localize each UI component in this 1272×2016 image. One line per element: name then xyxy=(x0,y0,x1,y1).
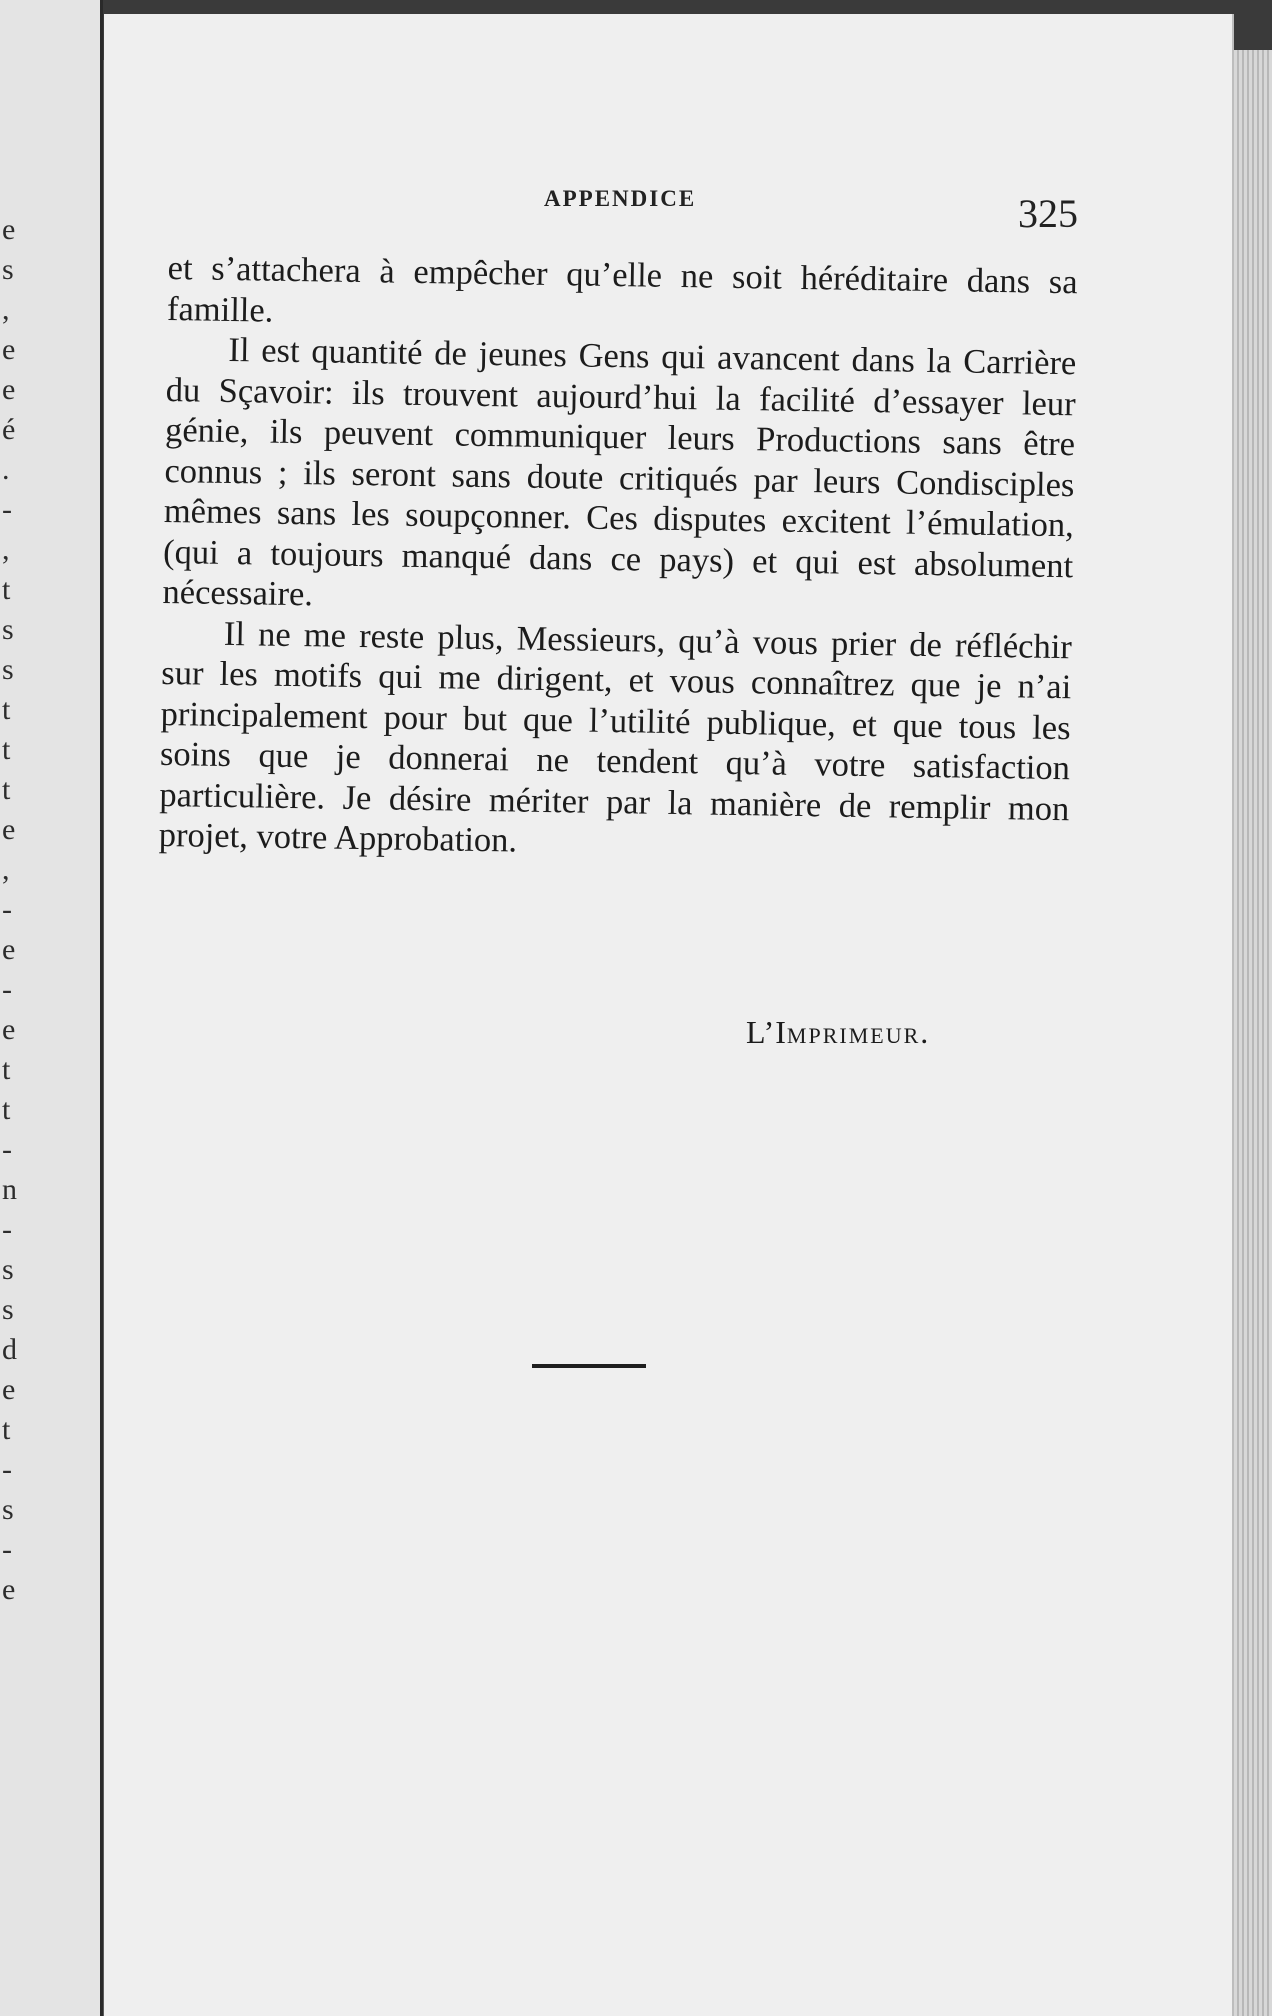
facing-page-glyph: - xyxy=(2,973,12,1006)
facing-page-glyph: - xyxy=(2,493,12,526)
facing-page-glyph: - xyxy=(2,1133,12,1166)
facing-page-glyph: e xyxy=(2,333,16,366)
facing-page-glyph: - xyxy=(2,893,12,926)
body-text xyxy=(158,248,1077,870)
facing-page-glyph: t xyxy=(2,1093,11,1126)
facing-page-glyph: t xyxy=(2,573,11,606)
facing-page-glyph: , xyxy=(2,293,10,326)
facing-page-glyph: , xyxy=(2,533,10,566)
facing-page-glyph: - xyxy=(2,1213,12,1246)
end-rule xyxy=(532,1364,646,1368)
facing-page-glyph: e xyxy=(2,1013,16,1046)
facing-page-glyph: e xyxy=(2,933,16,966)
page-edges xyxy=(1234,50,1272,2016)
facing-page-glyph: e xyxy=(2,213,16,246)
facing-page-glyph: n xyxy=(2,1173,17,1206)
facing-page xyxy=(0,0,103,2016)
facing-page-glyph: s xyxy=(2,1293,14,1326)
signature xyxy=(746,1014,929,1051)
signature-smallcaps: MPRIMEUR xyxy=(786,1023,921,1048)
facing-page-glyph: é xyxy=(2,413,16,446)
facing-page-glyph: s xyxy=(2,253,14,286)
facing-page-glyph: , xyxy=(2,853,10,886)
facing-page-glyph: s xyxy=(2,1493,14,1526)
facing-page-glyph: e xyxy=(2,373,16,406)
facing-page-glyph: t xyxy=(2,693,11,726)
paragraph: et s’attachera à empêcher qu’elle ne soit héréditaire dans sa famille. xyxy=(166,248,1078,330)
facing-page-glyph: e xyxy=(2,1373,16,1406)
page-number: 325 xyxy=(1018,191,1078,236)
signature-suffix: . xyxy=(920,1014,930,1050)
facing-page-text-edge xyxy=(2,210,32,1610)
facing-page-glyph: s xyxy=(2,1253,14,1286)
signature-prefix: L’I xyxy=(746,1014,787,1050)
facing-page-glyph: t xyxy=(2,733,11,766)
facing-page-glyph: . xyxy=(2,453,10,486)
paragraph: Il ne me reste plus, Messieurs, qu’à vous prier de réfléchir sur les motifs qui me dirigent, et vous connaîtrez que je n’ai principalement pour but que l’utilité publique, et que tous les soins que je donnerai ne tendent qu’à votre satisfaction particulière. Je désire mériter par la manière de remplir mon projet, votre Approbation. xyxy=(158,614,1073,860)
facing-page-glyph: s xyxy=(2,613,14,646)
running-head: APPENDICE xyxy=(544,186,697,211)
facing-page-glyph: e xyxy=(2,1573,16,1606)
facing-page-glyph: t xyxy=(2,773,11,806)
facing-page-glyph: - xyxy=(2,1453,12,1486)
facing-page-glyph: t xyxy=(2,1053,11,1086)
facing-page-glyph: s xyxy=(2,653,14,686)
paragraph: Il est quantité de jeunes Gens qui avancent dans la Carrière du Sçavoir: ils trouvent aujourd’hui la facilité d’essayer leur génie, ils peuvent communiquer leurs Productions sans être connus ; ils seront sans doute critiqués par leurs Condisciples mêmes sans les soupçonner. Ces disputes excitent l’émulation, (qui a toujours manqué dans ce pays) et qui est absolument nécessaire. xyxy=(162,330,1077,614)
facing-page-glyph: - xyxy=(2,1533,12,1566)
facing-page-glyph: t xyxy=(2,1413,11,1446)
facing-page-glyph: e xyxy=(2,813,16,846)
facing-page-glyph: d xyxy=(2,1333,17,1366)
